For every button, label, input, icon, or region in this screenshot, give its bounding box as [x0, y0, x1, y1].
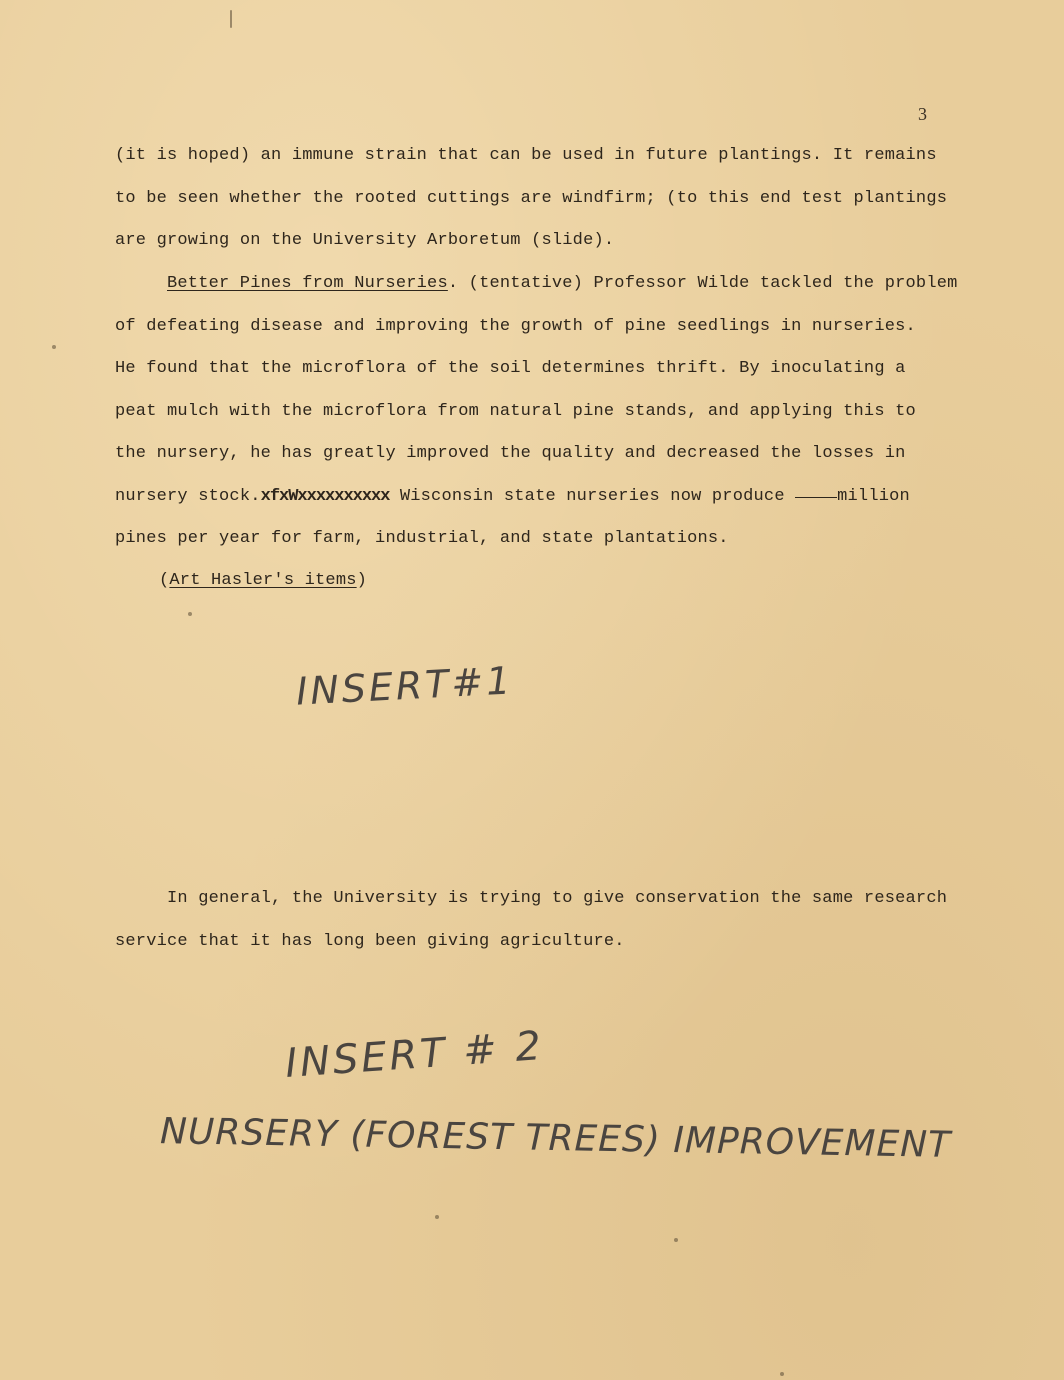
- paper-speck: [188, 612, 192, 616]
- paragraph2-line6: [115, 487, 995, 506]
- paragraph2-line2: of defeating disease and improving the growth of pine seedlings in nurseries.: [115, 317, 916, 336]
- paragraph2-line5: the nursery, he has greatly improved the quality and decreased the losses in: [115, 444, 906, 463]
- line6-mid: Wisconsin state nurseries now produce: [389, 487, 796, 506]
- handwritten-nursery-note: NURSERY (FOREST TREES) IMPROVEMENT: [159, 1111, 952, 1166]
- paragraph2-line4: peat mulch with the microflora from natural pine stands, and applying this to: [115, 402, 916, 421]
- paragraph1-line2: to be seen whether the rooted cuttings are windfirm; (to this end test plantings: [115, 189, 948, 208]
- paragraph3-line2: service that it has long been giving agriculture.: [115, 932, 625, 951]
- paragraph2-line1-rest: . (tentative) Professor Wilde tackled the problem: [447, 274, 958, 293]
- note-line: [159, 571, 1039, 590]
- paragraph1-line3: are growing on the University Arboretum (slide).: [115, 231, 615, 250]
- paper-speck: [435, 1215, 439, 1219]
- paper-speck: [674, 1238, 678, 1242]
- paragraph3-line1: In general, the University is trying to give conservation the same research: [167, 889, 948, 908]
- page-number: 3: [918, 104, 927, 124]
- paragraph2-line7: pines per year for farm, industrial, and state plantations.: [115, 529, 729, 548]
- blank-underline: [795, 497, 837, 498]
- paper-speck: [52, 345, 56, 349]
- handwritten-insert-1: INSERT#1: [294, 658, 515, 714]
- note-open: (: [159, 571, 170, 590]
- paragraph1-line1: (it is hoped) an immune strain that can be used in future plantings. It remains: [115, 146, 937, 165]
- line6-start: nursery stock.: [115, 487, 261, 506]
- paper-speck: [780, 1372, 784, 1376]
- section-heading: Better Pines from Nurseries: [167, 274, 448, 293]
- note-close: ): [356, 571, 368, 590]
- paragraph2-line1: [167, 274, 1047, 293]
- paragraph2-line3: He found that the microflora of the soil determines thrift. By inoculating a: [115, 359, 906, 378]
- paper-mark: [230, 10, 232, 28]
- handwritten-insert-2: INSERT # 2: [283, 1023, 546, 1087]
- line6-end: million: [837, 487, 910, 506]
- note-label: Art Hasler's items: [169, 571, 357, 590]
- struck-out-text: xfxWxxxxxxxxxx: [260, 487, 390, 506]
